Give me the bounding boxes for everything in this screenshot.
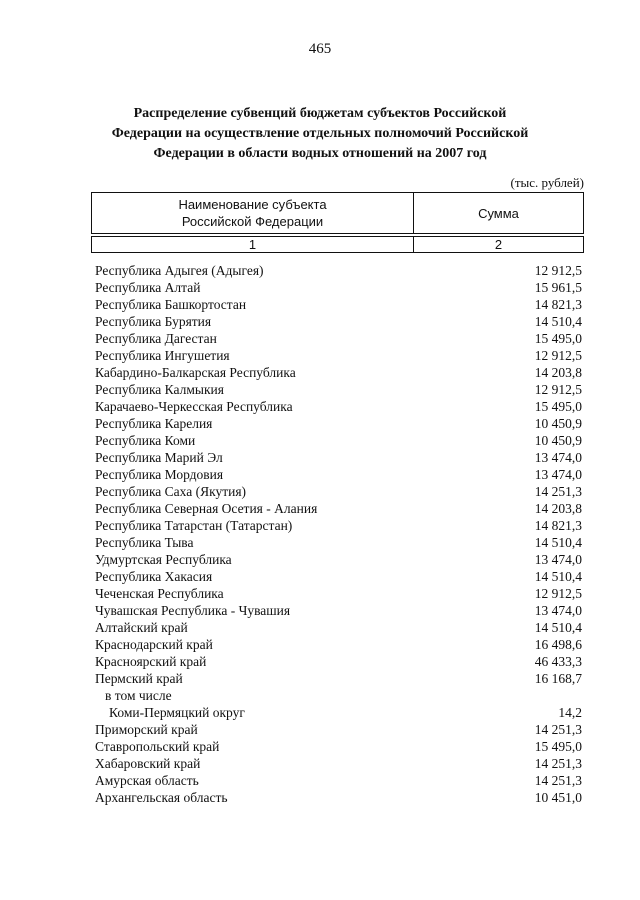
- table-row: [95, 500, 582, 517]
- column-numbers-row: [91, 236, 584, 253]
- row-subject-name: Алтайский край: [95, 620, 188, 635]
- row-amount: 14 251,3: [534, 484, 582, 499]
- row-subject-name: Республика Карелия: [95, 416, 213, 431]
- row-subject-name: Республика Татарстан (Татарстан): [95, 518, 293, 533]
- row-subject-name: Республика Саха (Якутия): [95, 484, 247, 499]
- header-sum-column: Сумма: [478, 205, 519, 221]
- row-amount: 46 433,3: [534, 654, 582, 669]
- row-subject-name: Карачаево-Черкесская Республика: [95, 399, 293, 414]
- row-amount: 10 450,9: [534, 433, 582, 448]
- row-amount: 14,2: [558, 705, 582, 720]
- row-subject-name: Республика Бурятия: [95, 314, 212, 329]
- table-row: [95, 364, 582, 381]
- row-amount: 13 474,0: [534, 603, 582, 618]
- header-name-line-2: Российской Федерации: [181, 214, 324, 229]
- row-amount: 16 168,7: [534, 671, 582, 686]
- row-amount: 14 251,3: [534, 773, 582, 788]
- row-amount: 15 495,0: [534, 331, 582, 346]
- units-label: (тыс. рублей): [510, 175, 584, 190]
- page-number: 465: [308, 41, 332, 57]
- table-row: [95, 721, 582, 738]
- row-subject-name: Ставропольский край: [95, 739, 220, 754]
- row-subject-name: Республика Калмыкия: [95, 382, 224, 397]
- row-subject-name: Республика Северная Осетия - Алания: [95, 501, 318, 516]
- header-name-column: [92, 193, 414, 233]
- row-subject-name: Республика Ингушетия: [95, 348, 230, 363]
- table-row: [95, 687, 582, 704]
- row-subject-name: Республика Марий Эл: [95, 450, 223, 465]
- row-amount: 14 203,8: [534, 365, 582, 380]
- table-row: [95, 585, 582, 602]
- row-amount: 12 912,5: [534, 382, 582, 397]
- table-row: [95, 517, 582, 534]
- row-amount: 14 251,3: [534, 722, 582, 737]
- row-amount: 12 912,5: [534, 348, 582, 363]
- row-amount: 10 451,0: [534, 790, 582, 805]
- table-row: [95, 772, 582, 789]
- row-subject-name: Республика Мордовия: [95, 467, 224, 482]
- row-amount: 13 474,0: [534, 450, 582, 465]
- row-amount: 14 510,4: [534, 314, 582, 329]
- row-subject-name: Республика Коми: [95, 433, 196, 448]
- table-header: [91, 192, 584, 234]
- row-subject-name: Краснодарский край: [95, 637, 213, 652]
- table-row: [95, 738, 582, 755]
- column-number-1: 1: [92, 237, 414, 252]
- row-amount: 14 510,4: [534, 535, 582, 550]
- row-amount: 15 495,0: [534, 399, 582, 414]
- row-subject-name: Чеченская Республика: [95, 586, 224, 601]
- row-subject-name: Республика Тыва: [95, 535, 194, 550]
- row-amount: 14 203,8: [534, 501, 582, 516]
- table-row: [95, 653, 582, 670]
- table-row: [95, 381, 582, 398]
- title-line-1: Распределение субвенций бюджетам субъектов Российской: [133, 106, 507, 121]
- row-amount: 12 912,5: [534, 263, 582, 278]
- table-row: [95, 330, 582, 347]
- table-row: [95, 262, 582, 279]
- table-row: [95, 398, 582, 415]
- row-subject-name: Республика Хакасия: [95, 569, 213, 584]
- row-amount: 14 821,3: [534, 297, 582, 312]
- row-amount: 14 510,4: [534, 620, 582, 635]
- document-title: [60, 104, 580, 164]
- row-amount: 15 961,5: [534, 280, 582, 295]
- row-subject-name: Хабаровский край: [95, 756, 201, 771]
- table-row: [95, 483, 582, 500]
- table-row: [95, 602, 582, 619]
- row-amount: 14 821,3: [534, 518, 582, 533]
- row-subject-name: Удмуртская Республика: [95, 552, 232, 567]
- table-row: [95, 313, 582, 330]
- row-subject-name: Республика Адыгея (Адыгея): [95, 263, 264, 278]
- table-row: [95, 432, 582, 449]
- row-subject-name: Чувашская Республика - Чувашия: [95, 603, 291, 618]
- table-row: [95, 789, 582, 806]
- table-row: [95, 449, 582, 466]
- column-number-2: 2: [494, 237, 503, 252]
- table-row: [95, 704, 582, 721]
- row-amount: 14 251,3: [534, 756, 582, 771]
- table-row: [95, 551, 582, 568]
- table-row: [95, 568, 582, 585]
- row-amount: 13 474,0: [534, 552, 582, 567]
- row-subject-name: Пермский край: [95, 671, 183, 686]
- row-subject-name: Республика Дагестан: [95, 331, 217, 346]
- table-row: [95, 279, 582, 296]
- row-subject-name: в том числе: [105, 688, 172, 703]
- table-row: [95, 534, 582, 551]
- table-row: [95, 296, 582, 313]
- row-amount: 16 498,6: [534, 637, 582, 652]
- table-row: [95, 415, 582, 432]
- row-amount: 15 495,0: [534, 739, 582, 754]
- table-row: [95, 347, 582, 364]
- row-amount: 12 912,5: [534, 586, 582, 601]
- table-row: [95, 619, 582, 636]
- row-amount: 14 510,4: [534, 569, 582, 584]
- table-row: [95, 670, 582, 687]
- table-body: [95, 262, 582, 806]
- row-amount: 10 450,9: [534, 416, 582, 431]
- row-subject-name: Архангельская область: [95, 790, 228, 805]
- row-subject-name: Республика Алтай: [95, 280, 201, 295]
- row-subject-name: Республика Башкортостан: [95, 297, 247, 312]
- table-row: [95, 466, 582, 483]
- table-row: [95, 755, 582, 772]
- row-subject-name: Амурская область: [95, 773, 199, 788]
- title-line-2: Федерации на осуществление отдельных полномочий Российской: [111, 126, 529, 141]
- row-amount: 13 474,0: [534, 467, 582, 482]
- row-subject-name: Приморский край: [95, 722, 198, 737]
- title-line-3: Федерации в области водных отношений на 2007 год: [153, 146, 487, 161]
- table-row: [95, 636, 582, 653]
- header-name-line-1: Наименование субъекта: [178, 197, 327, 212]
- row-subject-name: Коми-Пермяцкий округ: [109, 705, 245, 720]
- row-subject-name: Красноярский край: [95, 654, 207, 669]
- row-subject-name: Кабардино-Балкарская Республика: [95, 365, 296, 380]
